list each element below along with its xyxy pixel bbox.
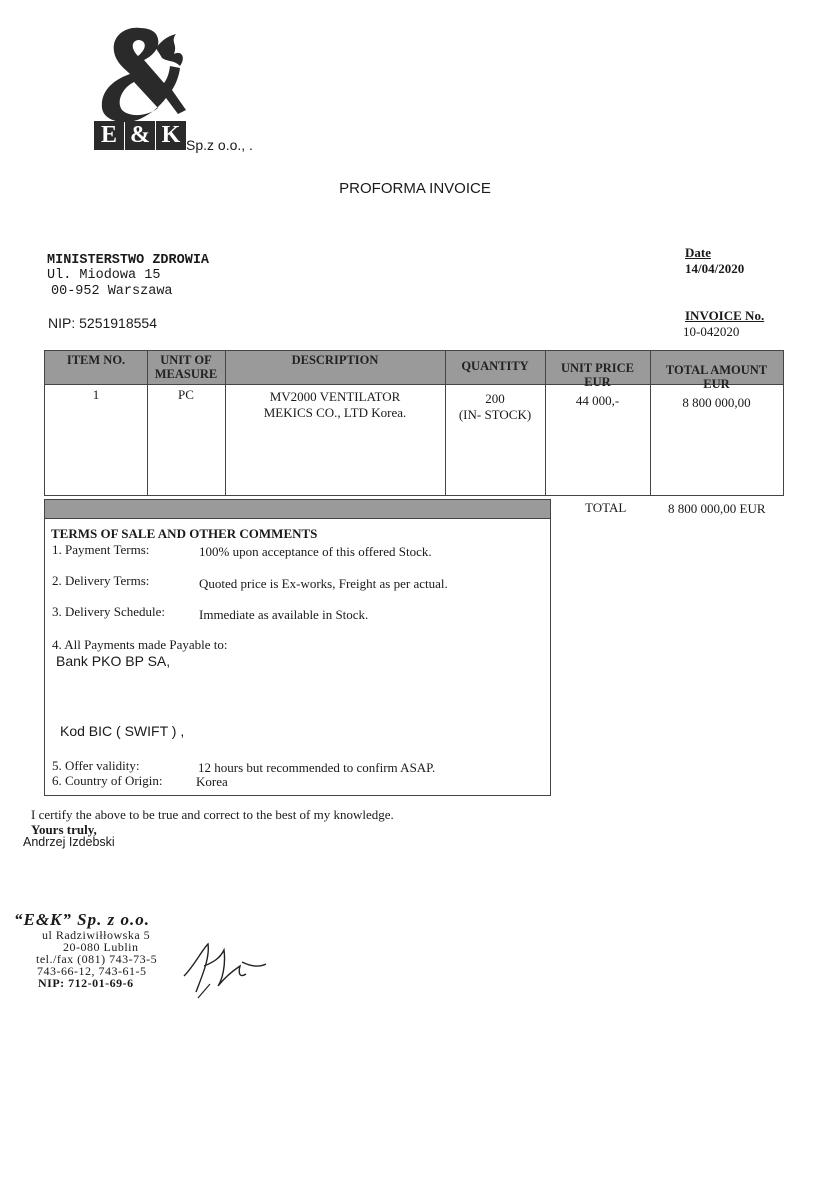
company-suffix: Sp.z o.o., .	[186, 137, 253, 153]
header-unit-line2: MEASURE	[154, 367, 218, 381]
handwritten-signature	[180, 936, 280, 1002]
terms-header-band	[45, 500, 550, 519]
term-delivery-value: Quoted price is Ex-works, Freight as per actual.	[199, 576, 448, 591]
logo-letter-k: K	[156, 121, 186, 150]
document-title: PROFORMA INVOICE	[339, 180, 491, 197]
row-item-no: 1	[92, 387, 100, 402]
row-quantity-line2: (IN- STOCK)	[458, 407, 532, 422]
term-validity-value: 12 hours but recommended to confirm ASAP.	[198, 760, 436, 775]
term-validity-label: 5. Offer validity:	[52, 758, 140, 773]
header-item-no: ITEM NO.	[66, 353, 126, 367]
total-value: 8 800 000,00 EUR	[668, 501, 766, 516]
invoice-number-label: INVOICE No.	[685, 308, 765, 323]
terms-heading: TERMS OF SALE AND OTHER COMMENTS	[51, 526, 318, 541]
header-unit-price-line2: EUR	[584, 375, 611, 389]
row-unit-price: 44 000,-	[575, 393, 620, 408]
date-label: Date	[685, 245, 711, 260]
header-quantity: QUANTITY	[461, 359, 529, 373]
stamp-city: 20-080 Lublin	[63, 940, 139, 954]
row-description	[225, 389, 445, 421]
header-description: DESCRIPTION	[291, 353, 379, 367]
row-quantity-line1: 200	[485, 391, 505, 406]
row-description-line2: MEKICS CO., LTD Korea.	[263, 405, 407, 420]
table-divider	[225, 351, 226, 495]
header-total-line2: EUR	[703, 377, 730, 391]
header-unit-price	[545, 361, 650, 389]
header-total-line1: TOTAL AMOUNT	[665, 363, 768, 377]
recipient-street: Ul. Miodowa 15	[47, 268, 161, 283]
recipient-name: MINISTERSTWO ZDROWIA	[47, 253, 210, 268]
logo-letter-e: E	[94, 121, 124, 150]
header-unit-of-measure	[147, 353, 225, 381]
bank-name: Bank PKO BP SA,	[56, 653, 171, 669]
header-total-amount	[650, 363, 783, 391]
term-schedule-label: 3. Delivery Schedule:	[52, 604, 165, 619]
stamp-nip: NIP: 712-01-69-6	[38, 976, 134, 990]
term-schedule-value: Immediate as available in Stock.	[199, 607, 369, 622]
logo-letter-ampersand: &	[125, 121, 155, 150]
invoice-number-value: 10-042020	[683, 324, 740, 339]
term-payments-label: 4. All Payments made Payable to:	[52, 637, 228, 652]
term-payment-label: 1. Payment Terms:	[52, 542, 150, 557]
stamp-phone: tel./fax (081) 743-73-5	[36, 952, 158, 966]
total-label: TOTAL	[585, 500, 627, 515]
stamp-street: ul Radziwiłłowska 5	[42, 928, 151, 942]
header-unit-price-line1: UNIT PRICE	[560, 361, 635, 375]
signer-name: Andrzej Izdebski	[23, 835, 115, 849]
header-unit-line1: UNIT OF	[160, 353, 212, 367]
date-value: 14/04/2020	[685, 261, 745, 276]
recipient-city: 00-952 Warszawa	[51, 284, 173, 299]
term-payment-value: 100% upon acceptance of this offered Stock.	[199, 544, 432, 559]
certification-statement: I certify the above to be true and correct to the best of my knowledge.	[31, 807, 394, 822]
row-quantity	[445, 391, 545, 423]
row-description-line1: MV2000 VENTILATOR	[269, 389, 401, 404]
row-unit: PC	[178, 387, 194, 402]
bank-swift: Kod BIC ( SWIFT ) ,	[60, 723, 185, 739]
company-logo-ampersand-icon	[82, 18, 192, 128]
invoice-items-table	[44, 350, 784, 496]
term-origin-label: 6. Country of Origin:	[52, 773, 163, 788]
stamp-phone-2: 743-66-12, 743-61-5	[37, 964, 147, 978]
term-delivery-label: 2. Delivery Terms:	[52, 573, 150, 588]
stamp-company-name: “E&K” Sp. z o.o.	[14, 910, 150, 929]
recipient-nip: NIP: 5251918554	[48, 315, 157, 331]
term-origin-value: Korea	[196, 774, 228, 789]
closing-salutation: Yours truly,	[31, 822, 97, 837]
row-total-amount: 8 800 000,00	[682, 395, 751, 410]
